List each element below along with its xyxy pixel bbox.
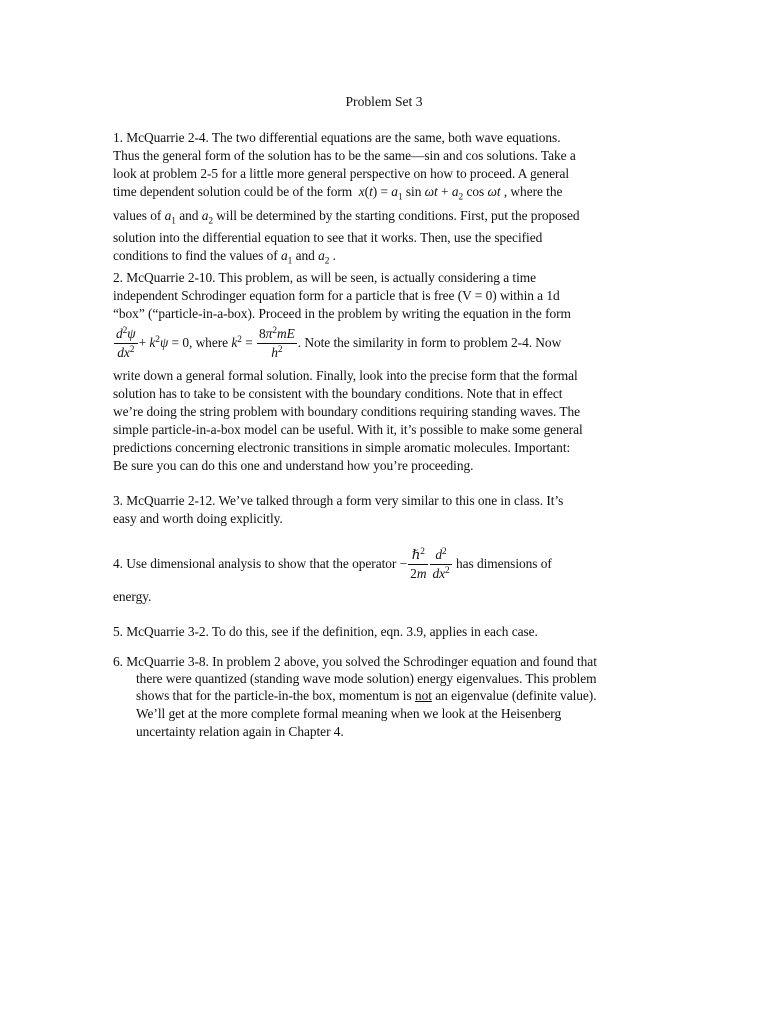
problem-6-line-5: uncertainty relation again in Chapter 4. <box>136 724 344 739</box>
eq-paren: ( <box>364 184 370 199</box>
problem-2-line-8: simple particle-in-a-box model can be useful. With it, it’s possible to make some general <box>113 422 583 437</box>
eq-omega-t: ωt <box>424 184 438 199</box>
frac-num-d2: $d^2$ <box>430 547 451 565</box>
problem-4-line-1 <box>113 548 552 582</box>
page-title: Problem Set 3 <box>345 94 423 109</box>
problem-1-line-5-end: will be determined by the starting conditions. First, put the proposed <box>216 208 580 223</box>
frac-den: $dx^2$ <box>117 344 135 360</box>
eq-k-2: k <box>231 335 238 351</box>
problem-2-line-4 <box>113 327 561 361</box>
problem-1-line-4-end: , where the <box>503 184 563 199</box>
problem-4-line-1-end: has dimensions of <box>455 556 552 572</box>
problem-2-line-5: write down a general formal solution. Finally, look into the precise form that the formal <box>113 368 578 383</box>
eq-a2: a <box>451 184 459 199</box>
eq-a1: a <box>391 184 398 199</box>
var-a2-sub: 2 <box>208 216 213 227</box>
eq-k-sup: 2 <box>155 334 160 345</box>
problem-1-line-7-text: conditions to find the values of <box>113 248 278 263</box>
problem-3-line-1: 3. McQuarrie 2-12. We’ve talked through a form very similar to this one in class. It’s <box>113 493 564 508</box>
minus-sign: − <box>399 556 408 572</box>
problem-6-line-4: We’ll get at the more complete formal meaning when we look at the Heisenberg <box>136 706 562 721</box>
frac-den-2: $h^2$ <box>271 344 283 360</box>
eq-dot: . <box>297 335 305 351</box>
var-a1: a <box>164 208 172 223</box>
eq-eq-0: = 0, <box>168 335 196 351</box>
problem-2-line-3: “box” (“particle-in-a-box). Proceed in the problem by writing the equation in the form <box>113 306 571 321</box>
eq-k-2-sup: 2 <box>237 334 242 345</box>
eq-t: t <box>369 184 373 199</box>
problem-5-line-1: 5. McQuarrie 3-2. To do this, see if the definition, eqn. 3.9, applies in each case. <box>113 624 538 639</box>
eq-eq: = <box>241 335 256 351</box>
frac-den-dx2: $dx^2$ <box>432 565 450 581</box>
period: . <box>329 248 336 263</box>
problem-1-line-4-text: time dependent solution could be of the form <box>113 184 353 199</box>
problem-4-line-2: energy. <box>113 589 152 604</box>
fraction-8pi2mE-h2 <box>257 326 297 360</box>
frac-num: $d^2\psi$ <box>114 326 138 344</box>
problem-2-line-2: independent Schrodinger equation form for a particle that is free (V = 0) within a 1d <box>113 288 560 303</box>
eq-paren-close: ) = <box>372 184 392 199</box>
problem-1-line-5-and: and <box>179 208 199 223</box>
problem-1-line-3: look at problem 2-5 for a little more general perspective on how to proceed. A general <box>113 166 570 181</box>
eq-omega-t-2: ωt <box>487 184 501 199</box>
problem-1-line-5 <box>113 209 580 227</box>
problem-6-line-2: there were quantized (standing wave mode solution) energy eigenvalues. This problem <box>136 671 597 686</box>
var-a2-b-sub: 2 <box>324 256 330 267</box>
problem-1-line-7 <box>113 249 336 267</box>
problem-4-line-1-text: 4. Use dimensional analysis to show that the operator <box>113 556 397 572</box>
problem-2-line-7: we’re doing the string problem with boundary conditions requiring standing waves. The <box>113 404 581 419</box>
problem-1-line-2: Thus the general form of the solution has to be the same—sin and cos solutions. Take a <box>113 148 576 163</box>
eq-part: + <box>138 335 150 351</box>
problem-2-line-6: solution has to take to be consistent with the boundary conditions. Note that in effect <box>113 386 563 401</box>
problem-1-line-5-text: values of <box>113 208 162 223</box>
problem-1-line-1: 1. McQuarrie 2-4. The two differential equations are the same, both wave equations. <box>113 130 561 145</box>
frac-num-hbar: ℏ$^2$ <box>408 547 428 565</box>
problem-1-line-6: solution into the differential equation to see that it works. Then, use the specified <box>113 230 543 245</box>
eq-sin: sin <box>402 184 425 199</box>
eq-plus: + <box>437 184 452 199</box>
problem-6-line-3-end: an eigenvalue (definite value). <box>435 688 597 703</box>
problem-1-line-7-and: and <box>295 248 315 263</box>
var-a2: a <box>201 208 209 223</box>
underlined-not: not <box>414 688 432 703</box>
fraction-d2psi-dx2 <box>114 326 138 360</box>
var-a1-sub: 1 <box>171 216 176 227</box>
problem-2-line-9: predictions concerning electronic transitions in simple aromatic molecules. Important: <box>113 440 571 455</box>
frac-num-2: $8\pi^2mE$ <box>257 326 297 344</box>
problem-6-line-3 <box>136 689 597 702</box>
var-a1-b-sub: 1 <box>287 256 293 267</box>
eq-cos: cos <box>463 184 488 199</box>
frac-den-2m: 2m <box>410 565 427 581</box>
problem-6-line-3-text: shows that for the particle-in-the box, momentum is <box>136 688 412 703</box>
fraction-hbar2-2m <box>408 547 428 581</box>
problem-3-line-2: easy and worth doing explicitly. <box>113 511 283 526</box>
var-a2-b: a <box>318 248 325 263</box>
problem-2-where: where <box>195 335 229 351</box>
eq-k: k <box>149 335 156 351</box>
equation-general-solution: x <box>355 184 365 199</box>
eq-psi: ψ <box>159 335 169 351</box>
eq-sub-2: 2 <box>458 192 464 203</box>
eq-sub-1: 1 <box>397 192 403 203</box>
problem-6-line-1: 6. McQuarrie 3-8. In problem 2 above, you solved the Schrodinger equation and found that <box>113 654 597 669</box>
problem-1-line-4 <box>113 185 562 203</box>
var-a1-b: a <box>280 248 288 263</box>
fraction-d2-dx2 <box>430 547 451 581</box>
problem-2-line-10: Be sure you can do this one and understand how you’re proceeding. <box>113 458 474 473</box>
problem-2-line-1: 2. McQuarrie 2-10. This problem, as will be seen, is actually considering a time <box>113 270 537 285</box>
problem-2-line-4-end: Note the similarity in form to problem 2-4. Now <box>304 335 562 351</box>
